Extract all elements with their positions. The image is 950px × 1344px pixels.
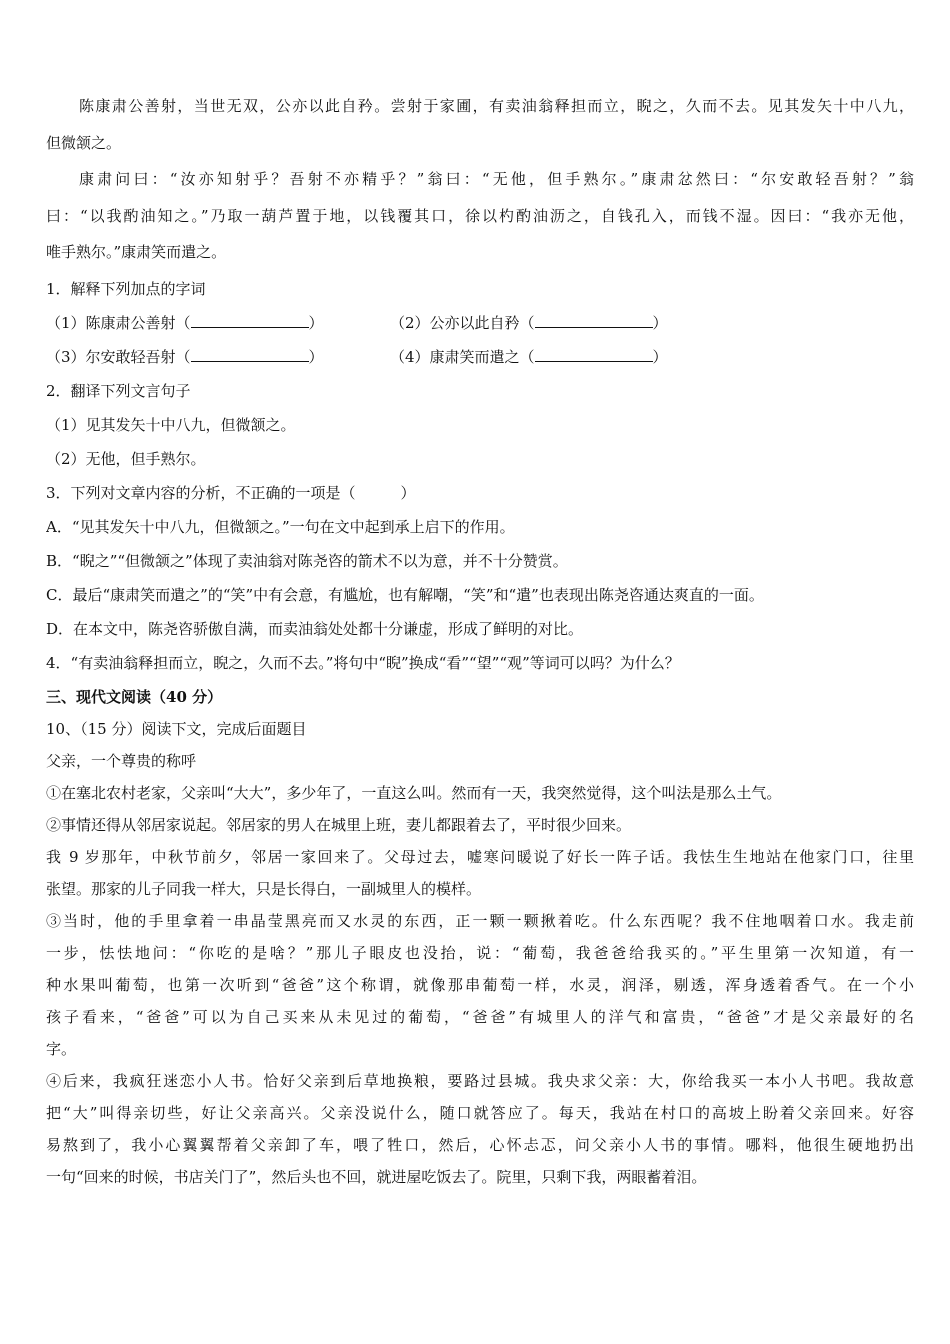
word-item <box>46 347 390 381</box>
passage-line: 陈康肃公善射，当世无双，公亦以此自矜。尝射于家圃，有卖油翁释担而立，睨之，久而不去。见其发矢十中八九， <box>79 97 914 115</box>
word-prompt-end: ） <box>652 347 668 366</box>
article-line: 一句“回来的时候，书店关门了”，然后头也不回，就进屋吃饭去了。院里，只剩下我，两眼蓄着泪。 <box>46 1167 707 1186</box>
article-line: 张望。那家的儿子同我一样大，只是长得白，一副城里人的模样。 <box>46 879 482 898</box>
section-three <box>46 687 914 1199</box>
section-heading: 三、现代文阅读（40 分） <box>46 687 223 706</box>
question-title: 4．“有卖油翁释担而立，睨之，久而不去。”将句中“睨”换成“看”“望”“观”等词可以吗？为什么？ <box>46 653 680 672</box>
article-line: 字。 <box>46 1039 77 1058</box>
article-line: 一步，怯怯地问：“你吃的是啥？”那儿子眼皮也没抬，说：“葡萄，我爸爸给我买的。”平生里第一次知道，有一 <box>46 943 914 962</box>
option-b: B．“睨之”“但微颔之”体现了卖油翁对陈尧咨的箭术不以为意，并不十分赞赏。 <box>46 551 568 570</box>
answer-blank[interactable] <box>191 313 309 328</box>
article-line: 种水果叫葡萄，也第一次听到“爸爸”这个称谓，就像那串葡萄一样，水灵，润泽，剔透，浑身透着香气。在一个小 <box>46 975 914 994</box>
passage-line: 但微颔之。 <box>46 133 122 152</box>
word-prompt: （4）康肃笑而遣之（ <box>390 347 535 366</box>
article-line: ②事情还得从邻居家说起。邻居家的男人在城里上班，妻儿都跟着去了，平时很少回来。 <box>46 815 632 834</box>
article-title: 父亲，一个尊贵的称呼 <box>46 751 197 770</box>
word-prompt-end: ） <box>308 313 324 332</box>
answer-blank[interactable] <box>535 347 653 362</box>
word-item <box>46 313 390 347</box>
article-line: 我 9 岁那年，中秋节前夕，邻居一家回来了。父母过去，嘘寒问暖说了好长一阵子话。我怯生生地站在他家门口，往里 <box>46 847 914 866</box>
option-a: A．“见其发矢十中八九，但微颔之。”一句在文中起到承上启下的作用。 <box>46 517 515 536</box>
question-2 <box>46 381 914 483</box>
question-title: 3．下列对文章内容的分析，不正确的一项是（ ） <box>46 483 416 502</box>
article-line: 把“大”叫得亲切些，好让父亲高兴。父亲没说什么，随口就答应了。每天，我站在村口的高坡上盼着父亲回来。好容 <box>46 1103 914 1122</box>
translate-item: （1）见其发矢十中八九，但微颔之。 <box>46 415 296 434</box>
question-3 <box>46 483 914 653</box>
question-title: 1．解释下列加点的字词 <box>46 279 206 298</box>
word-item <box>390 313 734 347</box>
passage-line: 曰：“以我酌油知之。”乃取一葫芦置于地，以钱覆其口，徐以杓酌油沥之，自钱孔入，而钱不湿。因曰：“我亦无他， <box>46 206 914 225</box>
word-prompt: （1）陈康肃公善射（ <box>46 313 191 332</box>
word-item <box>390 347 734 381</box>
question-title: 2．翻译下列文言句子 <box>46 381 191 400</box>
answer-blank[interactable] <box>535 313 653 328</box>
answer-blank[interactable] <box>191 347 309 362</box>
word-prompt-end: ） <box>308 347 324 366</box>
passage-line: 唯手熟尔。”康肃笑而遣之。 <box>46 243 227 261</box>
question-10-title: 10、（15 分）阅读下文，完成后面题目 <box>46 719 307 738</box>
question-row <box>46 347 914 381</box>
article-line: ③当时，他的手里拿着一串晶莹黑亮而又水灵的东西，正一颗一颗揪着吃。什么东西呢？我不住地咽着口水。我走前 <box>46 911 914 930</box>
option-c: C．最后“康肃笑而遣之”的“笑”中有会意，有尴尬，也有解嘲，“笑”和“遣”也表现出陈尧咨通达爽直的一面。 <box>46 585 764 604</box>
translate-item: （2）无他，但手熟尔。 <box>46 449 206 468</box>
word-prompt: （3）尔安敢轻吾射（ <box>46 347 191 366</box>
document-page <box>46 96 914 1199</box>
question-1 <box>46 279 914 381</box>
classical-passage <box>46 96 914 279</box>
question-row <box>46 313 914 347</box>
word-prompt: （2）公亦以此自矜（ <box>390 313 535 332</box>
article-line: ①在塞北农村老家，父亲叫“大大”，多少年了，一直这么叫。然而有一天，我突然觉得，这个叫法是那么土气。 <box>46 783 782 802</box>
question-4 <box>46 653 914 687</box>
passage-line: 康肃问曰：“汝亦知射乎？吾射不亦精乎？”翁曰：“无他，但手熟尔。”康肃忿然曰：“尔安敢轻吾射？”翁 <box>79 170 914 188</box>
word-prompt-end: ） <box>652 313 668 332</box>
option-d: D．在本文中，陈尧咨骄傲自满，而卖油翁处处都十分谦虚，形成了鲜明的对比。 <box>46 619 584 638</box>
article-line: ④后来，我疯狂迷恋小人书。恰好父亲到后草地换粮，要路过县城。我央求父亲：大，你给我买一本小人书吧。我故意 <box>46 1071 914 1090</box>
article-line: 易熬到了，我小心翼翼帮着父亲卸了车，喂了牲口，然后，心怀忐忑，问父亲小人书的事情。哪料，他很生硬地扔出 <box>46 1135 914 1154</box>
article-line: 孩子看来，“爸爸”可以为自己买来从未见过的葡萄，“爸爸”有城里人的洋气和富贵，“爸爸”才是父亲最好的名 <box>46 1007 914 1026</box>
